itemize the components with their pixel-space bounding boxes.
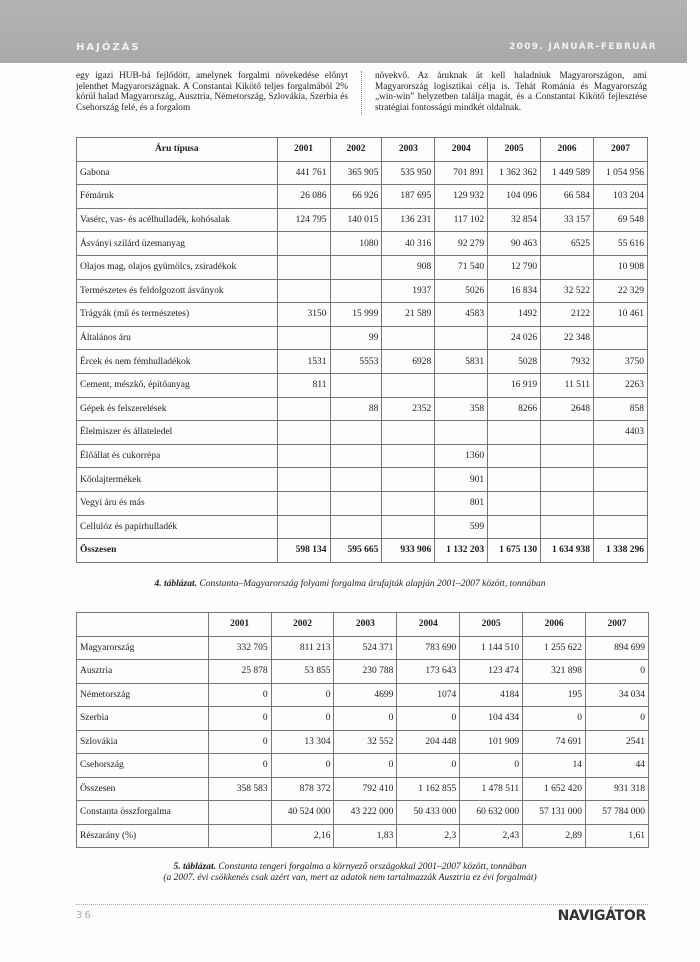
section-banner [0, 0, 687, 63]
cell-value: 2352 [382, 397, 435, 421]
cell-value [594, 491, 648, 515]
cell-value [382, 373, 435, 397]
row-label: Constanta összforgalma [77, 801, 209, 825]
cell-value: 0 [271, 754, 334, 778]
row-label: Szlovákia [77, 730, 209, 754]
cell-value [330, 444, 382, 468]
header-year: 2001 [277, 138, 330, 162]
page-number: 36 [76, 910, 93, 921]
cell-value: 0 [460, 754, 523, 778]
cell-value: 66 926 [330, 185, 382, 209]
table-total-row [77, 539, 648, 563]
cell-value: 908 [382, 255, 435, 279]
cell-value: 187 695 [382, 185, 435, 209]
cell-value [541, 515, 594, 539]
table-row [77, 683, 649, 707]
cell-value: 129 932 [435, 185, 488, 209]
row-label: Vasérc, vas- és acélhulladék, kohósalak [77, 208, 278, 232]
row-label: Élőállat és cukorrépa [77, 444, 278, 468]
cell-value: 0 [397, 754, 460, 778]
row-label: Kőolajtermékek [77, 468, 278, 492]
cell-value: 894 699 [586, 636, 649, 660]
cell-value: 2,89 [523, 824, 586, 848]
cell-value [594, 326, 648, 350]
header-label-column: Áru típusa [77, 138, 278, 162]
cell-value: 1 338 296 [594, 539, 648, 563]
cell-value: 0 [208, 754, 271, 778]
cell-value: 4583 [435, 303, 488, 327]
cell-value: 16 919 [488, 373, 541, 397]
cell-value [488, 421, 541, 445]
cell-value [382, 468, 435, 492]
cell-value: 1 144 510 [460, 636, 523, 660]
cell-value: 101 909 [460, 730, 523, 754]
table-header-row [77, 138, 648, 162]
cell-value [277, 468, 330, 492]
table-row [77, 397, 648, 421]
cell-value: 783 690 [397, 636, 460, 660]
cell-value: 4699 [334, 683, 397, 707]
cell-value: 14 [523, 754, 586, 778]
cell-value [488, 491, 541, 515]
cell-value: 1 634 938 [541, 539, 594, 563]
row-label: Olajos mag, olajos gyümölcs, zsiradékok [77, 255, 278, 279]
table-row [77, 660, 649, 684]
cell-value: 441 761 [277, 161, 330, 185]
row-label: Összesen [77, 539, 278, 563]
cell-value: 66 584 [541, 185, 594, 209]
cell-value: 0 [397, 707, 460, 731]
cell-value: 55 616 [594, 232, 648, 256]
cell-value: 0 [208, 730, 271, 754]
cell-value [277, 491, 330, 515]
cell-value: 21 589 [382, 303, 435, 327]
table-row [77, 185, 648, 209]
cell-value [277, 515, 330, 539]
row-label: Részarány (%) [77, 824, 209, 848]
cell-value: 117 102 [435, 208, 488, 232]
header-year: 2003 [382, 138, 435, 162]
cell-value: 12 790 [488, 255, 541, 279]
header-year: 2005 [488, 138, 541, 162]
intro-text [76, 71, 648, 115]
cell-value [382, 491, 435, 515]
cell-value: 60 632 000 [460, 801, 523, 825]
cell-value: 13 304 [271, 730, 334, 754]
magazine-logo: NAVIGÁTOR [557, 908, 646, 924]
cell-value: 0 [271, 707, 334, 731]
cell-value: 1 362 362 [488, 161, 541, 185]
cell-value: 0 [586, 660, 649, 684]
cell-value: 5831 [435, 350, 488, 374]
cell-value: 204 448 [397, 730, 460, 754]
cell-value: 595 665 [330, 539, 382, 563]
table-row [77, 208, 648, 232]
table-row [77, 161, 648, 185]
cell-value: 358 583 [208, 777, 271, 801]
cell-value: 598 134 [277, 539, 330, 563]
header-year: 2007 [594, 138, 648, 162]
cell-value: 2648 [541, 397, 594, 421]
cell-value: 701 891 [435, 161, 488, 185]
cell-value: 26 086 [277, 185, 330, 209]
cell-value [382, 421, 435, 445]
cell-value [541, 444, 594, 468]
cell-value: 57 784 000 [586, 801, 649, 825]
table-row [77, 232, 648, 256]
row-label: Ércek és nem fémhulladékok [77, 350, 278, 374]
table-row [77, 777, 649, 801]
cell-value: 0 [334, 707, 397, 731]
cell-value: 0 [208, 683, 271, 707]
cell-value: 901 [435, 468, 488, 492]
cell-value: 931 318 [586, 777, 649, 801]
cell-value [330, 373, 382, 397]
cell-value: 40 524 000 [271, 801, 334, 825]
footer-divider [76, 904, 648, 905]
cell-value [277, 397, 330, 421]
table-header-row [77, 613, 649, 637]
cell-value: 6525 [541, 232, 594, 256]
cell-value: 3750 [594, 350, 648, 374]
caption-text: Constanta–Magyarország folyami forgalma árufajták alapján 2001–2007 között, tonnában [197, 579, 546, 589]
cell-value [488, 444, 541, 468]
cell-value: 0 [586, 707, 649, 731]
cell-value [594, 444, 648, 468]
cell-value: 25 878 [208, 660, 271, 684]
cell-value: 22 348 [541, 326, 594, 350]
table-row [77, 491, 648, 515]
cell-value: 599 [435, 515, 488, 539]
table-4-cargo-by-type [76, 137, 648, 563]
row-label: Cellulóz és papírhulladék [77, 515, 278, 539]
cell-value [208, 824, 271, 848]
cell-value: 1492 [488, 303, 541, 327]
cell-value: 1 132 203 [435, 539, 488, 563]
row-label: Cement, mészkő, építőanyag [77, 373, 278, 397]
cell-value: 195 [523, 683, 586, 707]
cell-value [277, 326, 330, 350]
cell-value: 2,43 [460, 824, 523, 848]
cell-value [594, 515, 648, 539]
cell-value: 15 999 [330, 303, 382, 327]
header-year: 2005 [460, 613, 523, 637]
cell-value [277, 421, 330, 445]
table-row [77, 515, 648, 539]
cell-value: 44 [586, 754, 649, 778]
cell-value: 1 449 589 [541, 161, 594, 185]
cell-value: 801 [435, 491, 488, 515]
header-year: 2003 [334, 613, 397, 637]
cell-value: 24 026 [488, 326, 541, 350]
row-label: Németország [77, 683, 209, 707]
cell-value: 32 522 [541, 279, 594, 303]
issue-date: 2009. JANUÁR–FEBRUÁR [509, 42, 657, 52]
cell-value [277, 255, 330, 279]
cell-value: 1074 [397, 683, 460, 707]
caption-label: 4. táblázat. [154, 579, 198, 589]
cell-value: 6928 [382, 350, 435, 374]
cell-value: 71 540 [435, 255, 488, 279]
cell-value: 792 410 [334, 777, 397, 801]
cell-value: 32 854 [488, 208, 541, 232]
cell-value: 1 162 855 [397, 777, 460, 801]
cell-value: 2263 [594, 373, 648, 397]
header-year: 2006 [541, 138, 594, 162]
cell-value [541, 421, 594, 445]
cell-value [435, 326, 488, 350]
cell-value: 2541 [586, 730, 649, 754]
cell-value: 16 834 [488, 279, 541, 303]
table-row [77, 468, 648, 492]
cell-value: 1531 [277, 350, 330, 374]
cell-value: 321 898 [523, 660, 586, 684]
table-5-caption [0, 862, 700, 884]
header-year: 2004 [397, 613, 460, 637]
cell-value [330, 468, 382, 492]
cell-value: 858 [594, 397, 648, 421]
cell-value: 32 552 [334, 730, 397, 754]
cell-value [541, 255, 594, 279]
caption-label: 5. táblázat. [173, 862, 216, 872]
header-year: 2002 [330, 138, 382, 162]
table-row [77, 303, 648, 327]
row-label: Általános áru [77, 326, 278, 350]
cell-value [330, 491, 382, 515]
table-row [77, 707, 649, 731]
cell-value [382, 444, 435, 468]
cell-value [488, 468, 541, 492]
cell-value: 50 433 000 [397, 801, 460, 825]
cell-value [594, 468, 648, 492]
cell-value: 90 463 [488, 232, 541, 256]
cell-value: 1 478 511 [460, 777, 523, 801]
cell-value: 5026 [435, 279, 488, 303]
cell-value: 99 [330, 326, 382, 350]
cell-value: 11 511 [541, 373, 594, 397]
cell-value [330, 279, 382, 303]
cell-value: 34 034 [586, 683, 649, 707]
cell-value: 33 157 [541, 208, 594, 232]
cell-value: 4184 [460, 683, 523, 707]
table-row [77, 255, 648, 279]
caption-note: (a 2007. évi csökkenés csak azért van, mert az adatok nem tartalmazzák Ausztria ez évi forgalmát) [163, 873, 537, 883]
cell-value: 1,83 [334, 824, 397, 848]
cell-value: 1 675 130 [488, 539, 541, 563]
header-label-column [77, 613, 209, 637]
cell-value: 5553 [330, 350, 382, 374]
table-row [77, 279, 648, 303]
cell-value: 74 691 [523, 730, 586, 754]
cell-value: 123 474 [460, 660, 523, 684]
table-row [77, 326, 648, 350]
table-row [77, 350, 648, 374]
cell-value [330, 421, 382, 445]
row-label: Szerbia [77, 707, 209, 731]
intro-left-column: egy igazi HUB-bá fejlődött, amelynek forgalmi növekedése előnyt jelenthet Magyarországnak. A Constantai Kikötő teljes forgalmából 2% körül halad Magyarország, Ausztria, Németország, Szlovákia, Szerbia és Csehország felé, és a forgalom [76, 71, 348, 113]
cell-value: 365 905 [330, 161, 382, 185]
row-label: Fémáruk [77, 185, 278, 209]
cell-value [541, 468, 594, 492]
cell-value [330, 255, 382, 279]
cell-value: 878 372 [271, 777, 334, 801]
row-label: Csehország [77, 754, 209, 778]
cell-value: 10 908 [594, 255, 648, 279]
cell-value: 811 [277, 373, 330, 397]
cell-value: 8266 [488, 397, 541, 421]
cell-value: 5028 [488, 350, 541, 374]
cell-value: 230 788 [334, 660, 397, 684]
cell-value: 332 705 [208, 636, 271, 660]
header-year: 2007 [586, 613, 649, 637]
row-label: Ásványi szilárd üzemanyag [77, 232, 278, 256]
row-label: Természetes és feldolgozott ásványok [77, 279, 278, 303]
cell-value: 4403 [594, 421, 648, 445]
cell-value [435, 373, 488, 397]
cell-value: 136 231 [382, 208, 435, 232]
cell-value: 53 855 [271, 660, 334, 684]
row-label: Gabona [77, 161, 278, 185]
cell-value [541, 491, 594, 515]
cell-value: 92 279 [435, 232, 488, 256]
cell-value: 22 329 [594, 279, 648, 303]
caption-text: Constanta tengeri forgalma a környező országokkal 2001–2007 között, tonnában [216, 862, 527, 872]
row-label: Trágyák (mű és természetes) [77, 303, 278, 327]
table-row [77, 444, 648, 468]
header-year: 2004 [435, 138, 488, 162]
cell-value: 1937 [382, 279, 435, 303]
intro-right-column: növekvő. Az áruknak át kell haladniuk Magyarországon, ami Magyarország logisztikai célja is. Tehát Románia és Magyarország „win-win” helyzetben találja magát, és a Constantai Kikötő fejlesztése stratégiai fontosságú mindkét oldalnak. [375, 71, 647, 113]
row-label: Ausztria [77, 660, 209, 684]
cell-value: 0 [271, 683, 334, 707]
cell-value [277, 444, 330, 468]
section-title: HAJÓZÁS [76, 42, 141, 53]
cell-value: 104 434 [460, 707, 523, 731]
cell-value: 1080 [330, 232, 382, 256]
table-4-caption [0, 579, 700, 590]
cell-value [208, 801, 271, 825]
cell-value: 2,16 [271, 824, 334, 848]
cell-value: 57 131 000 [523, 801, 586, 825]
table-row [77, 373, 648, 397]
cell-value: 2,3 [397, 824, 460, 848]
cell-value: 0 [523, 707, 586, 731]
cell-value: 1 652 420 [523, 777, 586, 801]
cell-value [382, 326, 435, 350]
cell-value [488, 515, 541, 539]
row-label: Vegyi áru és más [77, 491, 278, 515]
table-row [77, 730, 649, 754]
table-row [77, 801, 649, 825]
cell-value: 1360 [435, 444, 488, 468]
cell-value: 358 [435, 397, 488, 421]
table-5-country-traffic [76, 612, 649, 848]
cell-value: 173 643 [397, 660, 460, 684]
table-row [77, 824, 649, 848]
header-year: 2002 [271, 613, 334, 637]
cell-value: 88 [330, 397, 382, 421]
cell-value: 535 950 [382, 161, 435, 185]
cell-value: 811 213 [271, 636, 334, 660]
cell-value: 1 054 956 [594, 161, 648, 185]
cell-value: 140 015 [330, 208, 382, 232]
cell-value: 0 [334, 754, 397, 778]
cell-value: 7932 [541, 350, 594, 374]
cell-value: 0 [208, 707, 271, 731]
cell-value: 103 204 [594, 185, 648, 209]
cell-value: 124 795 [277, 208, 330, 232]
cell-value: 524 371 [334, 636, 397, 660]
cell-value: 3150 [277, 303, 330, 327]
cell-value: 43 222 000 [334, 801, 397, 825]
cell-value: 2122 [541, 303, 594, 327]
row-label: Gépek és felszerelések [77, 397, 278, 421]
row-label: Élelmiszer és állateledel [77, 421, 278, 445]
cell-value: 1,61 [586, 824, 649, 848]
cell-value: 933 906 [382, 539, 435, 563]
cell-value: 10 461 [594, 303, 648, 327]
cell-value [330, 515, 382, 539]
cell-value [277, 279, 330, 303]
cell-value: 104 096 [488, 185, 541, 209]
cell-value: 40 316 [382, 232, 435, 256]
cell-value: 69 548 [594, 208, 648, 232]
table-row [77, 754, 649, 778]
cell-value [382, 515, 435, 539]
cell-value: 1 255 622 [523, 636, 586, 660]
column-divider [361, 71, 362, 115]
cell-value [435, 421, 488, 445]
header-year: 2001 [208, 613, 271, 637]
table-row [77, 636, 649, 660]
header-year: 2006 [523, 613, 586, 637]
row-label: Magyarország [77, 636, 209, 660]
table-row [77, 421, 648, 445]
cell-value [277, 232, 330, 256]
row-label: Összesen [77, 777, 209, 801]
